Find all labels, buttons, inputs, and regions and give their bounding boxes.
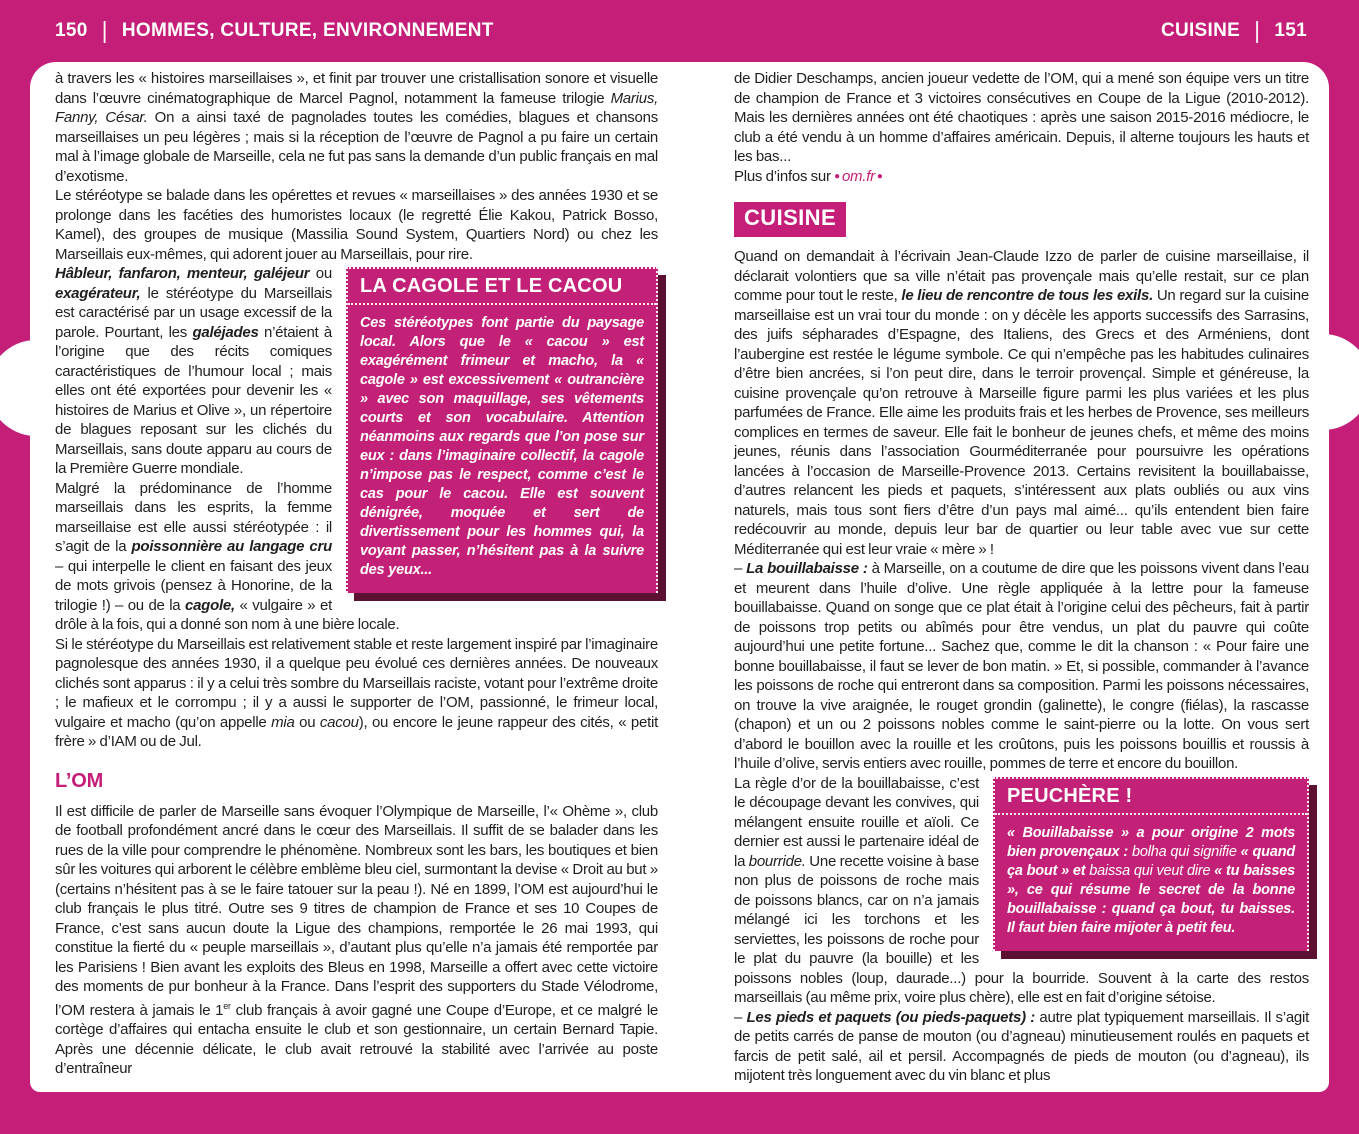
paragraph: Le stéréotype se balade dans les opérettes et revues « marseillaises » des années 1930 et se prolonge dans les facéties des humoristes locaux (le regretté Élie Kakou, Patrick Bosso, Kamel), des groupes de musique (Massilia Sound System, Quartiers Nord) ou chez les Marseillais eux-mêmes, qui adorent jouer au Marseillais, pour rire.: [55, 187, 658, 263]
paragraph: Malgré la prédominance de l’homme marseillais dans les esprits, la femme marseillaise est elle aussi stéréotypée : il s’agit de la poissonnière au langage cru – qui interpelle le client en faisant des jeux de mots grivois (pensez à Honorine, de la trilogie !) – ou de la cagole, « vulgaire » et drôle à la fois, qui a donné son nom à une bière locale.: [55, 479, 400, 633]
paragraph: de Didier Deschamps, ancien joueur vedette de l’OM, qui a mené son équipe vers un titre de champion de France et 3 victoires consécutives en Coupe de la Ligue (2010-2012). Mais les dernières années ont été chaotiques : après une saison 2015-2016 médiocre, le club a été vendu à un homme d’affaires américain. Depuis, il alterne toujours les hauts et les bas...: [734, 70, 1309, 165]
more-info-line: [734, 167, 1309, 187]
page-header-band: [0, 0, 1359, 62]
paragraph: Hâbleur, fanfaron, menteur, galéjeur ou exagérateur, le stéréotype du Marseillais est caractérisé par un usage excessif de la parole. Pourtant, les galéjades n’étaient à l’origine que des récits comiques caractéristiques de l’humour local ; mais elles ont été exportées pour devenir les « histoires de Marius et Olive », un répertoire de blagues reposant sur les clichés du Marseillais, sans doute apparu au cours de la Première Guerre mondiale.: [55, 265, 332, 477]
paragraph: La règle d’or de la bouillabaisse, c’est le découpage devant les convives, qui mélangent ensuite rouille et aïoli. Ce dernier est aussi le partenaire idéal de la bourride. Une recette voisine à base non plus de poissons de roche mais de poissons blancs, car on n’a jamais mélangé ici les torchons et les serviettes, les poissons de roche pour le plat du pauvre (la bouille) et les poissons nobles (loup, daurade...) pour la bourride. Souvent à la carte des restos marseillais (au même prix, voire plus chère), elle est en fait d’origine sétoise.: [734, 774, 1309, 1006]
peuchere-box-body: « Bouillabaisse » a pour origine 2 mots bien provençaux : bolha qui signifie « quand ça bout » et baissa qui veut dire « tu baisses », ce qui résume le secret de la bonne bouillabaisse : quand ça bout, tu baisses. Il faut bien faire mijoter à petit feu.: [1007, 824, 1296, 936]
section-heading-om: L’OM: [55, 769, 104, 792]
chapter-title-left: HOMMES, CULTURE, ENVIRONNEMENT: [121, 20, 494, 41]
header-left: [55, 0, 494, 62]
cagole-info-box: [346, 267, 658, 593]
page-150-column: [55, 69, 658, 1089]
peuchere-info-box: [993, 777, 1309, 951]
paragraph: – La bouillabaisse : à Marseille, on a coutume de dire que les poissons vivent dans l’eau et meurent dans l’huile d’olive. Une règle appliquée à la lettre pour la fameuse bouillabaisse. Quand on songe que ce plat était à l’origine celui des pêcheurs, fait à partir de poissons trop petits ou abîmés pour être vendus, un plat du pauvre qui coûte aujourd’hui une petite fortune... Sachez que, comme le dit la chanson : « Pour faire une bonne bouillabaisse, il faut se lever de bon matin. » Et, si possible, commander à l’avance les poissons de roche qui entreront dans sa composition. Parmi les poissons nécessaires, on trouve la vive araignée, le rouget grondin (galinette), le congre (fiélas), la rascasse (chapon) et un ou 2 poissons nobles comme le saint-pierre ou la lotte. On vous sert d’abord le bouillon avec la rouille et les croûtons, puis les poissons bouillis et roussis à l’huile d’olive, servis entiers avec rouille, pommes de terre et encore du bouillon.: [734, 560, 1309, 772]
section-badge-cuisine: CUISINE: [734, 202, 846, 237]
header-separator-right: |: [1254, 16, 1261, 43]
om-link[interactable]: Plus d’infos sur ● om.fr ●: [734, 167, 883, 185]
paragraph: à travers les « histoires marseillaises », et finit par trouver une cristallisation sonore et visuelle dans l’œuvre cinématographique de Marcel Pagnol, notamment la fameuse trilogie Marius, Fanny, César. On a ainsi taxé de pagnolades toutes les comédies, blagues et chansons marseillaises un peu légères ; mais si la réception de l’œuvre de Pagnol a pu faire un certain mal à l’image globale de Marseille, cela ne fut pas sans la demande d’un public français en mal d’exotisme.: [55, 70, 658, 185]
sheet-content: [30, 62, 1329, 1089]
page-number-left: 150: [55, 20, 88, 41]
paragraph: Il est difficile de parler de Marseille sans évoquer l’Olympique de Marseille, l’« Ohème », club de football profondément ancré dans le cœur des Marseillais. Il suffit de se balader dans les rues de la ville pour comprendre le phénomène. Nombreux sont les bars, les boutiques et bien sûr les voitures qui arborent le célèbre emblème bleu ciel, surmontant la devise « Droit au but » (certains n’hésitent pas à se le faire tatouer sur la peau !). Né en 1899, l’OM est aujourd’hui le club français le plus titré. Outre ses 9 titres de champion de France et ses 10 Coupes de France, c’est sans aucun doute la Ligue des champions, remportée le 26 mai 1993, qui constitue la fierté du « peuple marseillais », d’autant plus qu’elle n’a jamais été remportée par les Parisiens ! Bien avant les exploits des Bleus en 1998, Marseille a offert avec cette victoire des moments de pur bonheur à la France. Dans l’esprit des supporters du Stade Vélodrome, l’OM restera à jamais le 1er club français à avoir gagné une Coupe d’Europe, et ce malgré le cortège d’affaires qui entacha ensuite le club et son gestionnaire, un certain Bernard Tapie. Après une décennie délicate, le club avait retrouvé la stabilité avec l’arrivée au poste d’entraîneur: [55, 802, 658, 1077]
page-number-right: 151: [1274, 20, 1307, 41]
paragraph: – Les pieds et paquets (ou pieds-paquets) : autre plat typiquement marseillais. Il s’agit de petits carrés de panse de mouton (ou d’agneau) minutieusement roulés en paquets et farcis de petit salé, ail et persil. Accompagnés de pieds de mouton (ou d’agneau), ils mijotent très longuement avec du vin blanc et plus: [734, 1008, 1309, 1084]
bottom-pink-band: [0, 1092, 1359, 1134]
chapter-title-right: CUISINE: [1160, 20, 1241, 41]
cagole-box-title: LA CAGOLE ET LE CACOU: [348, 269, 656, 305]
paragraph: Si le stéréotype du Marseillais est relativement stable et reste largement inspiré par l’imaginaire pagnolesque des années 1930, il a quelque peu évolué ces dernières années. De nouveaux clichés sont apparus : il y a celui très sombre du Marseillais raciste, votant pour l’extrême droite ; le mafieux et le corrompu ; il y a aussi le supporter de l’OM, passionné, le frimeur local, vulgaire et macho (qu’on appelle mia ou cacou), ou encore le jeune rappeur des cités, « petit frère » d’IAM ou de Jul.: [55, 635, 658, 750]
book-sheet: [30, 62, 1329, 1092]
header-separator-left: |: [101, 16, 108, 43]
page-151-column: [734, 69, 1309, 1089]
peuchere-box-title: PEUCHÈRE !: [995, 779, 1307, 815]
header-right: [1161, 0, 1307, 62]
paragraph: Quand on demandait à l’écrivain Jean-Claude Izzo de parler de cuisine marseillaise, il déclarait volontiers que sa ville n’était pas provençale mais qu’elle restait, sur ce plan comme pour tout le reste, le lieu de rencontre de tous les exils. Un regard sur la cuisine marseillaise est un vrai tour du monde : on y décèle les apports successifs des Sarrasins, des juifs sépharades d’Espagne, des Italiens, des Grecs et des Arméniens, dont l’aubergine est restée le légume symbole. Ce qui n’empêche pas les habitudes culinaires d’être bien ancrées, si l’on peut dire, dans le terroir provençal. Simple et généreuse, la cuisine provençale qu’on retrouve à Marseille figure parmi les plus variées et les plus parfumées de France. Elle aime les produits frais et les herbes de Provence, ses meilleurs complices en termes de saveur. Elle fait le bonheur de jeunes chefs, et même des moins jeunes, réunis dans l’association Gourméditerranée pour poursuivre les opérations lancées à l’occasion de Marseille-Provence 2013. Certains revisitent la bouillabaisse, d’autres relancent les pieds et paquets, s’intéressent aux plats oubliés ou aux vins naturels, mais tous sont fiers d’être d’un pays mal aimé... qu’ils entendent bien faire redécouvrir au monde, depuis leur bar de quartier ou leur table avec vue sur cette Méditerranée qui est leur vraie « mère » !: [734, 248, 1309, 558]
cagole-box-body: Ces stéréotypes font partie du paysage local. Alors que le « cacou » est exagérément frimeur et macho, la « cagole » est excessivement « outrancière » avec son maquillage, ses vêtements courts et son vocabulaire. Attention néanmoins aux regards que l’on pose sur eux : dans l’imaginaire collectif, la cagole n’impose pas le respect, comme c’est le cas pour le cacou. Elle est souvent dénigrée, moquée et sert de divertissement pour les hommes qui, la voyant passer, n’hésitent pas à la suivre des yeux...: [360, 315, 644, 578]
